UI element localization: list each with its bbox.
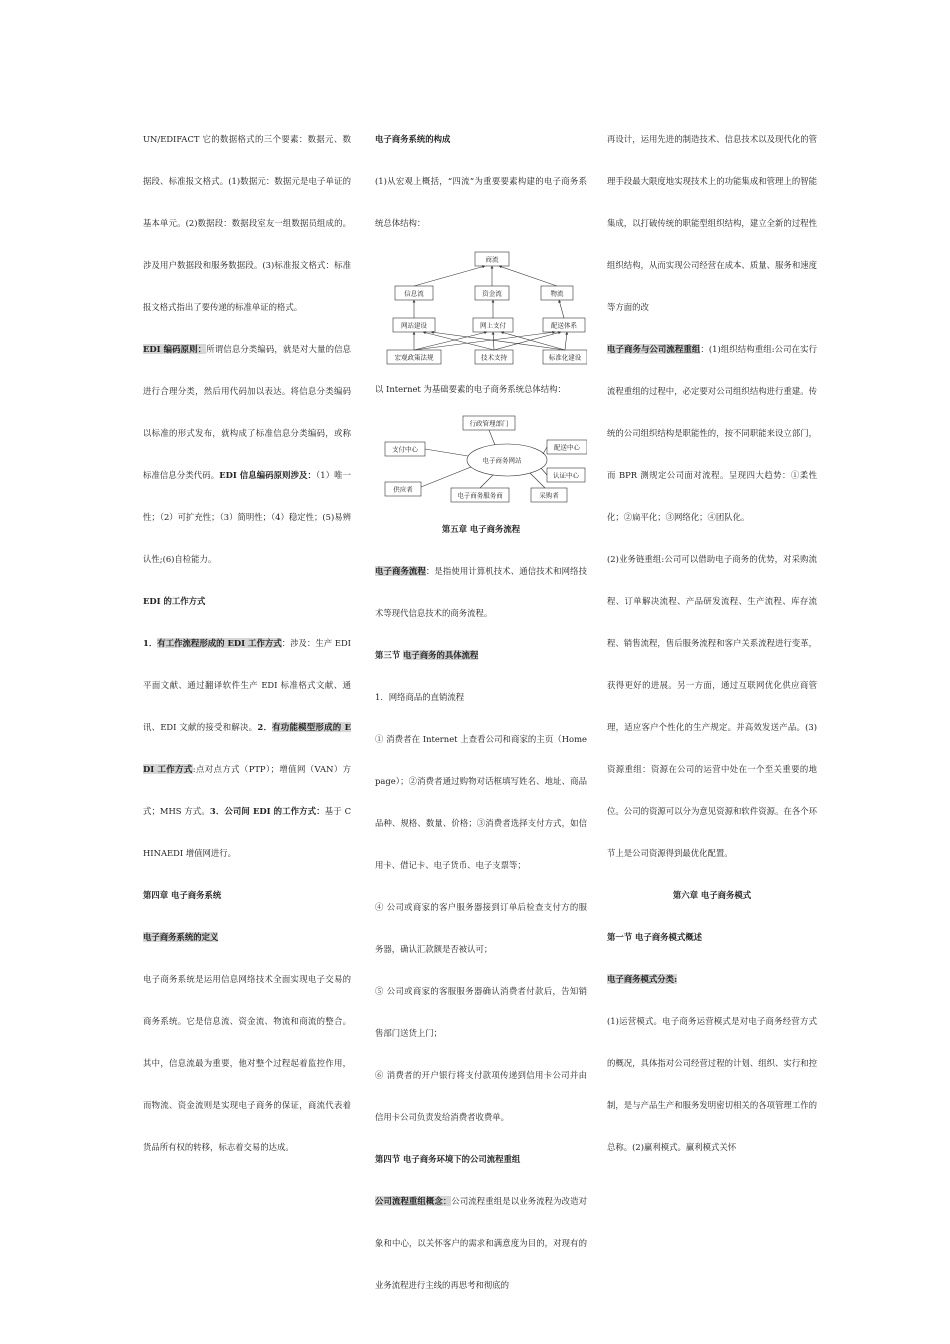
four-flows-svg [375,248,587,366]
label-buyer: 采购者 [539,491,559,500]
section-heading: 第四节 电子商务环境下的公司流程重组 [375,1154,521,1164]
highlighted-term: 电子商务与公司流程重组 [607,344,701,354]
label-base: 标准化建设 [548,353,582,362]
chapter-heading: 第六章 电子商务模式 [672,890,752,900]
paragraph [143,916,351,958]
column-2 [375,118,587,1306]
column-3 [607,118,817,1168]
paragraph: (2)业务链重组:公司可以借助电子商务的优势，对采购流程、订单解决流程、产品研发流程、生产流程、库存流程、销售流程，售后服务流程和客户关系流程进行变革，获得更好的进展。另一方面，通过互联网优化供应商管理，适应客户个性化的生产规定。并高效发送产品。(3)资源重组：资源在公司的运营中处在一个至关重要的地位。公司的资源可以分为意见资源和软件资源。在各个环节上是公司资源得到最优化配置。 [607,554,817,858]
paragraph: (1)运营模式。电子商务运营模式是对电子商务经营方式的概况，具体指对公司经营过程的计划、组织、实行和控制，是与产品生产和服务发明密切相关的各项管理工作的总称。(2)赢利模式。赢利模式关怀 [607,1016,817,1152]
four-flows-diagram [375,248,587,366]
highlighted-term: 电子商务模式分类: [607,974,678,984]
paragraph: 1．有工作流程形成的 EDI 工作方式：涉及：生产 EDI 平面文献、通过翻译软件生产 EDI 标准格式文献、通讯、EDI 文献的接受和解决。2．有功能模型形成的 EDI 工作方式:点对点方式（PTP）；增值网（VAN）方式；MHS 方式。3．公司间 EDI 的工作方式：基于 CHINAEDI 增值网进行。 [143,638,351,858]
section-heading: 第一节 电子商务模式概述 [607,932,703,942]
highlighted-term: EDI 编码原则： [143,344,207,354]
paragraph: 再设计，运用先进的制造技术、信息技术以及现代化的管理手段最大限度地实现技术上的功能集成和管理上的智能集成，以打破传统的职能型组织结构，建立全新的过程性组织结构，从而实现公司经营在成本、质量、服务和速度等方面的改 [607,134,817,312]
label-service: 电子商务服务商 [457,491,503,500]
paragraph: (1)从宏观上概括，“四流”为重要要素构建的电子商务系统总体结构： [375,176,587,228]
paragraph: 公司流程重组概念：公司流程重组是以业务流程为改造对象和中心，以关怀客户的需求和满意度为目的，对现有的业务流程进行主线的再思考和彻底的 [375,1196,587,1290]
ec-website-svg [375,414,587,506]
paragraph: 以 Internet 为基础要素的电子商务系统总体结构： [375,384,566,394]
paragraph: ① 消费者在 Internet 上查看公司和商家的主页（Homepage）；②消费者通过购物对话框填写姓名、地址、商品品种、规格、数量、价格；③消费者选择支付方式，如信用卡、借记卡、电子货币、电子支票等； [375,734,587,870]
chapter-heading: 第五章 电子商务流程 [441,524,521,534]
highlighted-term: 电子商务流程 [375,566,426,576]
label-low: 网上支付 [480,321,506,330]
paragraph: 电子商务与公司流程重组：(1)组织结构重组:公司在实行流程重组的过程中，必定要对公司组织结构进行重建。传统的公司组织结构是职能性的，按不同职能来设立部门，而 BPR 测规定公司面对流程。呈现四大趋势：①柔性化；②扁平化；③网络化；④团队化。 [607,344,817,522]
label-low: 配送体系 [551,321,577,330]
section-heading: EDI 的工作方式 [143,596,206,606]
label-mid: 资金流 [482,289,502,298]
highlighted-term: 公司流程重组概念： [375,1196,452,1206]
label-supplier: 供应者 [393,485,413,494]
highlighted-term: 有功能模型形成的 EDI 工作方式 [143,722,351,774]
label-cert: 认证中心 [553,471,579,480]
label-delivery: 配送中心 [554,443,580,452]
highlighted-term: 电子商务系统的定义 [143,932,219,942]
paragraph: 电子商务系统是运用信息网络技术全面实现电子交易的商务系统。它是信息流、资金流、物流和商流的整合。 其中，信息流最为重要，他对整个过程起着监控作用，而物流、资金流则是实现电子商务的保证，商流代表着货品所有权的转移，标志着交易的达成。 [143,974,351,1152]
list-item: 1．网络商品的直销流程 [375,692,465,702]
paragraph [607,958,817,1000]
label-base: 技术支持 [481,353,507,362]
paragraph: ④ 公司或商家的客户服务器接到订单后检查支付方的服务器，确认汇款额是否被认可； [375,902,587,954]
label-shangliu: 商流 [485,255,499,264]
paragraph: ⑤ 公司或商家的客服服务器确认消费者付款后，告知销售部门送货上门； [375,986,587,1038]
label-admin: 行政管理部门 [469,419,509,428]
chapter-heading: 第四章 电子商务系统 [143,890,222,900]
section-heading: 第三节 电子商务的具体流程 [375,650,479,660]
section-heading: 电子商务系统的构成 [375,134,451,144]
bold-term: EDI 信息编码原则涉及： [219,470,316,480]
highlighted-term: 有工作流程形成的 EDI 工作方式 [157,638,282,648]
label-mid: 物流 [550,289,564,298]
label-pay: 支付中心 [392,445,418,454]
label-center: 电子商务网站 [482,456,522,465]
highlighted-term: 电子商务的具体流程 [403,650,479,660]
bold-term: 3．公司间 EDI 的工作方式： [209,806,325,816]
paragraph: 电子商务流程：是指使用计算机技术、通信技术和网络技术等现代信息技术的商务流程。 [375,566,587,618]
paragraph: ⑥ 消费者的开户银行将支付款项传递到信用卡公司并由信用卡公司负责发给消费者收费单。 [375,1070,587,1122]
paragraph: EDI 编码原则：所谓信息分类编码，就是对大量的信息进行合理分类，然后用代码加以表达。将信息分类编码以标准的形式发布，就构成了标准信息分类编码，或称标准信息分类代码。EDI 信息编码原则涉及：（1）唯一性；（2）可扩充性；（3）简明性；（4）稳定性；(5)易辨认性;(6)自检能力。 [143,344,352,564]
ec-website-diagram [375,414,587,506]
label-base: 宏观政策法规 [394,353,434,362]
label-low: 网站建设 [401,321,427,330]
label-mid: 信息流 [404,289,424,298]
column-1 [143,118,351,1168]
paragraph: UN/EDIFACT 它的数据格式的三个要素：数据元、数据段、标准报文格式。(1)数据元：数据元是电子单证的基本单元。(2)数据段：数据段室友一组数据员组成的。涉及用户数据段和服务数据段。(3)标准报文格式：标准报文格式指出了要传递的标准单证的格式。 [143,134,351,312]
